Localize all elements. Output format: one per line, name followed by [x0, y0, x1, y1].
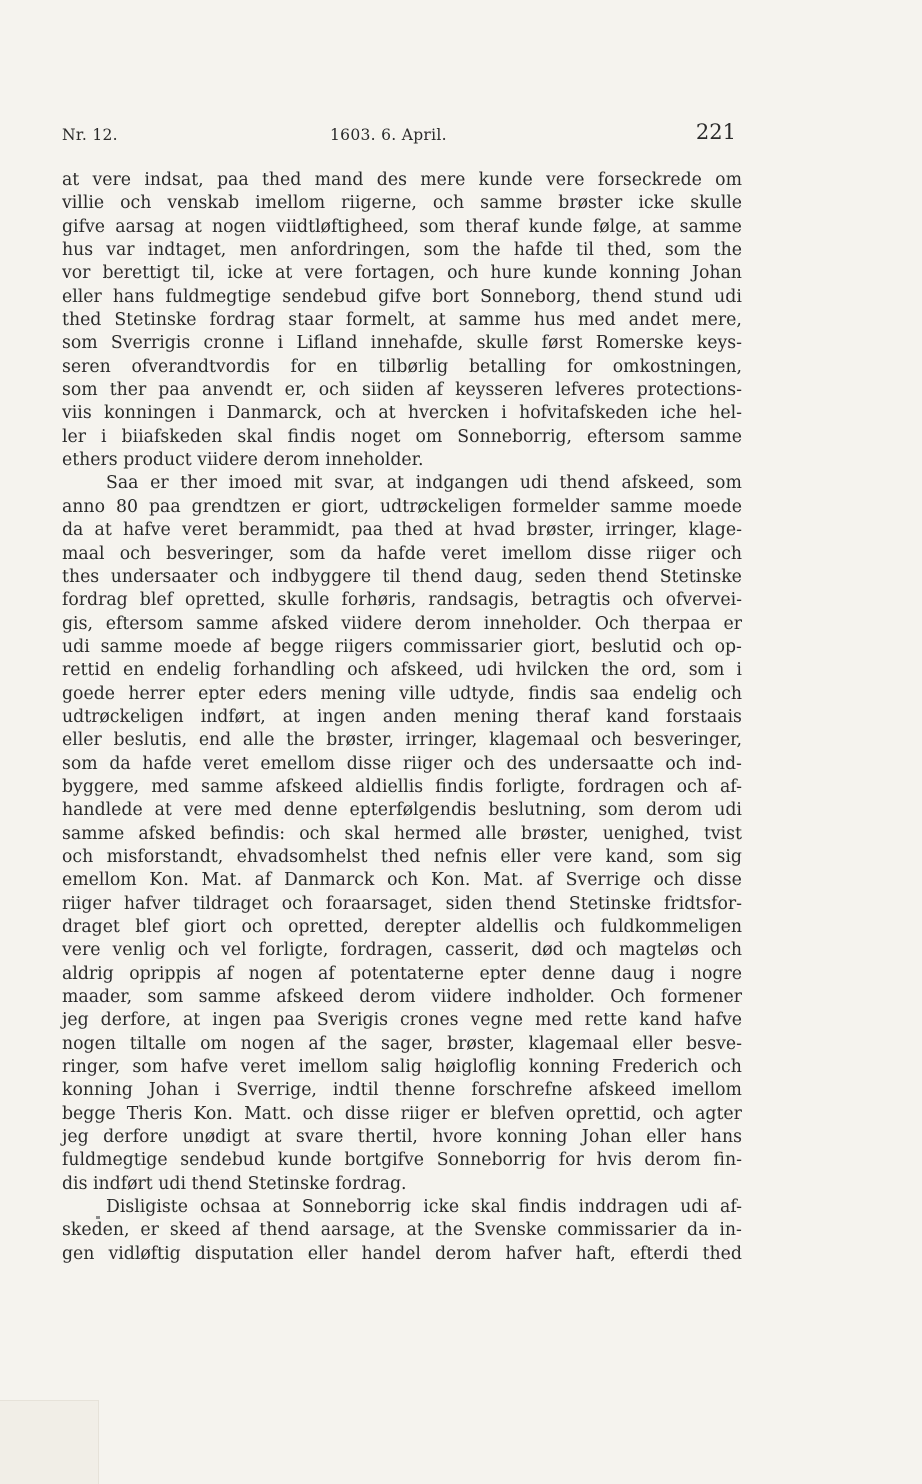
text-line: Disligiste ochsaa at Sonneborrig icke skal findis inddragen udi af-	[106, 1197, 742, 1218]
text-line: jeg derfore, at ingen paa Sverigis crones vegne med rette kand hafve	[62, 1010, 742, 1031]
text-line: hus var indtaget, men anfordringen, som the hafde til thed, som the	[62, 240, 742, 261]
text-line: som Sverrigis cronne i Lifland innehafde, skulle først Romerske keys-	[62, 333, 742, 354]
text-line: eller beslutis, end alle the brøster, irringer, klagemaal och besveringer,	[62, 730, 742, 751]
body-text	[62, 169, 742, 1266]
text-line: anno 80 paa grendtzen er giort, udtrøckeligen formelder samme moede	[62, 496, 742, 517]
text-line: seren ofverandtvordis for en tilbørlig betalling for omkostningen,	[62, 356, 742, 377]
text-line: da at hafve veret berammidt, paa thed at hvad brøster, irringer, klage-	[62, 520, 742, 541]
document-number: Nr. 12.	[62, 126, 118, 144]
text-line: thes undersaater och indbyggere til thend daug, seden thend Stetinske	[62, 566, 742, 587]
text-line: aldrig oprippis af nogen af potentaterne epter denne daug i nogre	[62, 963, 742, 984]
text-line: viis konningen i Danmarck, och at hvercken i hofvitafskeden iche hel-	[62, 403, 742, 424]
text-line: goede herrer epter eders mening ville udtyde, findis saa endelig och	[62, 683, 742, 704]
ink-speck	[96, 1216, 100, 1219]
text-line: fuldmegtige sendebud kunde bortgifve Sonneborrig for hvis derom fin-	[62, 1150, 742, 1171]
page-header	[62, 120, 742, 150]
text-line: riiger hafver tildraget och foraarsaget, siden thend Stetinske fridtsfor-	[62, 893, 742, 914]
text-line: maal och besveringer, som da hafde veret imellom disse riiger och	[62, 543, 742, 564]
text-line: gis, eftersom samme afsked viidere derom inneholder. Och therpaa er	[62, 613, 742, 634]
text-line: som ther paa anvendt er, och siiden af keysseren lefveres protections-	[62, 380, 742, 401]
text-line: jeg derfore unødigt at svare thertil, hvore konning Johan eller hans	[62, 1127, 742, 1148]
text-line: fordrag blef opretted, skulle forhøris, randsagis, betragtis och ofvervei-	[62, 590, 742, 611]
page-number: 221	[695, 120, 736, 144]
text-line: thed Stetinske fordrag staar formelt, at samme hus med andet mere,	[62, 310, 742, 331]
text-line: gifve aarsag at nogen viidtløftigheed, som theraf kunde følge, at samme	[62, 216, 742, 237]
text-line: begge Theris Kon. Matt. och disse riiger er blefven oprettid, och agter	[62, 1103, 742, 1124]
text-line: emellom Kon. Mat. af Danmarck och Kon. Mat. af Sverrige och disse	[62, 870, 742, 891]
text-line: gen vidløftig disputation eller handel derom hafver haft, efterdi thed	[62, 1243, 742, 1264]
text-line: handlede at vere med denne epterfølgendis beslutning, som derom udi	[62, 800, 742, 821]
text-line: at vere indsat, paa thed mand des mere kunde vere forseckrede om	[62, 170, 742, 190]
text-line: samme afsked befindis: och skal hermed alle brøster, uenighed, tvist	[62, 823, 742, 844]
paper-stain	[0, 1400, 99, 1484]
text-line: ringer, som hafve veret imellom salig høigloflig konning Frederich och	[62, 1057, 742, 1078]
text-line: eller hans fuldmegtige sendebud gifve bort Sonneborg, thend stund udi	[62, 286, 742, 307]
text-line: Saa er ther imoed mit svar, at indgangen udi thend afskeed, som	[106, 473, 742, 494]
text-line: nogen tiltalle om nogen af the sager, brøster, klagemaal eller besve-	[62, 1033, 742, 1054]
text-line: rettid en endelig forhandling och afskeed, udi hvilcken the ord, som i	[62, 660, 742, 681]
text-line: skeden, er skeed af thend aarsage, at the Svenske commissarier da in-	[62, 1220, 742, 1241]
text-line: villie och venskab imellom riigerne, och samme brøster icke skulle	[62, 193, 742, 214]
text-line: konning Johan i Sverrige, indtil thenne forschrefne afskeed imellom	[62, 1080, 742, 1101]
text-line: vere venlig och vel forligte, fordragen, casserit, død och magteløs och	[62, 940, 742, 961]
text-line: och misforstandt, ehvadsomhelst thed nefnis eller vere kand, som sig	[62, 846, 742, 867]
text-line: vor berettigt til, icke at vere fortagen, och hure kunde konning Johan	[62, 263, 742, 284]
text-line: ethers product viidere derom inneholder.	[62, 450, 424, 471]
text-line: ler i biiafskeden skal findis noget om Sonneborrig, eftersom samme	[62, 426, 742, 447]
text-line: dis indført udi thend Stetinske fordrag.	[62, 1173, 407, 1194]
text-line: udi samme moede af begge riigers commissarier giort, beslutid och op-	[62, 636, 742, 657]
text-line: draget blef giort och opretted, derepter aldellis och fuldkommeligen	[62, 917, 742, 937]
text-line: som da hafde veret emellom disse riiger och des undersaatte och ind-	[62, 753, 742, 774]
text-line: byggere, med samme afskeed aldiellis findis forligte, fordragen och af-	[62, 776, 742, 797]
document-date: 1603. 6. April.	[330, 126, 447, 144]
text-line: maader, som samme afskeed derom viidere indholder. Och formener	[62, 987, 742, 1008]
text-line: udtrøckeligen indført, at ingen anden mening theraf kand forstaais	[62, 706, 742, 727]
